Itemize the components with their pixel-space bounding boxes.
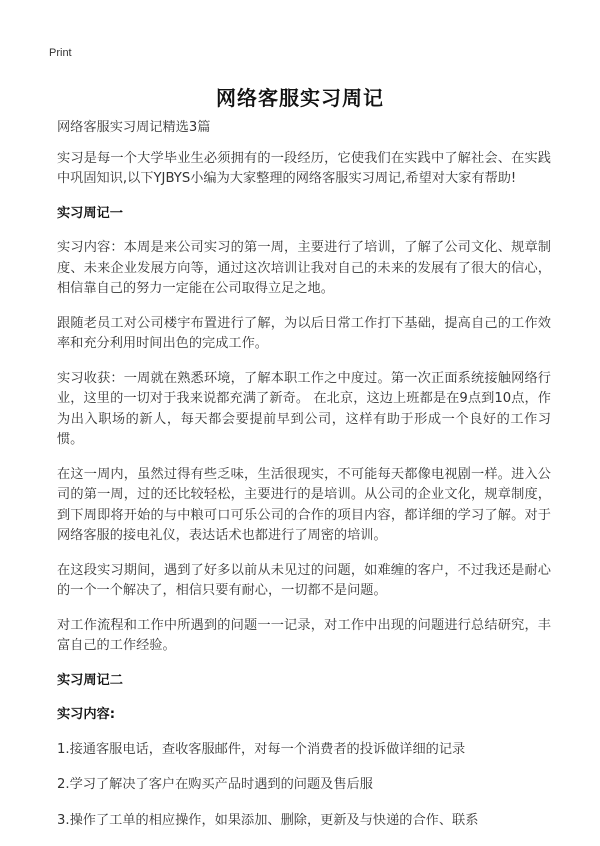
intro-paragraph: 实习是每一个大学毕业生必须拥有的一段经历，它使我们在实践中了解社会、在实践中巩固知识,以下YJBYS小编为大家整理的网络客服实习周记,希望对大家有帮助! (57, 150, 551, 186)
document-body (57, 118, 551, 846)
document-subtitle: 网络客服实习周记精选3篇 (57, 120, 211, 135)
list-item: 2.学习了解决了客户在购买产品时遇到的问题及售后服 (57, 777, 373, 792)
paragraph: 在这一周内，虽然过得有些乏味，生活很现实，不可能每天都像电视剧一样。进入公司的第一周，过的还比较轻松，主要进行的是培训。从公司的企业文化，规章制度，到下周即将开始的与中粮可口可乐公司的合作的项目内容，都详细的学习了解。对于网络客服的接电礼仪，表达话术也都进行了周密的培训。 (57, 466, 551, 543)
print-label[interactable]: Print (49, 47, 72, 59)
paragraph: 在这段实习期间，遇到了好多以前从未见过的问题，如难缠的客户，不过我还是耐心的一个一个解决了，相信只要有耐心，一切都不是问题。 (57, 562, 551, 598)
section-heading: 实习周记二 (57, 672, 123, 688)
section-heading: 实习周记一 (57, 205, 123, 221)
paragraph: 实习内容：本周是来公司实习的第一周，主要进行了培训，了解了公司文化、规章制度、未来企业发展方向等，通过这次培训让我对自己的未来的发展有了很大的信心，相信靠自己的努力一定能在公司取得立足之地。 (57, 240, 551, 296)
list-item: 1.接通客服电话，查收客服邮件，对每一个消费者的投诉做详细的记录 (57, 741, 466, 757)
paragraph: 对工作流程和工作中所遇到的问题一一记录，对工作中出现的问题进行总结研究，丰富自己的工作经验。 (57, 617, 551, 653)
paragraph: 实习收获：一周就在熟悉环境，了解本职工作之中度过。第一次正面系统接触网络行业，这里的一切对于我来说都充满了新奇。 在北京，这边上班都是在9点到10点，作为出入职场的新人，每天都会要提前早到公司，这样有助于形成一个良好的工作习惯。 (57, 370, 551, 447)
list-item: 3.操作了工单的相应操作，如果添加、删除，更新及与快递的合作、联系 (57, 812, 479, 828)
page-title: 网络客服实习周记 (216, 86, 384, 110)
paragraph: 跟随老员工对公司楼宇布置进行了解，为以后日常工作打下基础，提高自己的工作效率和充分利用时间出色的完成工作。 (57, 315, 551, 351)
section-subheading: 实习内容: (57, 707, 116, 722)
